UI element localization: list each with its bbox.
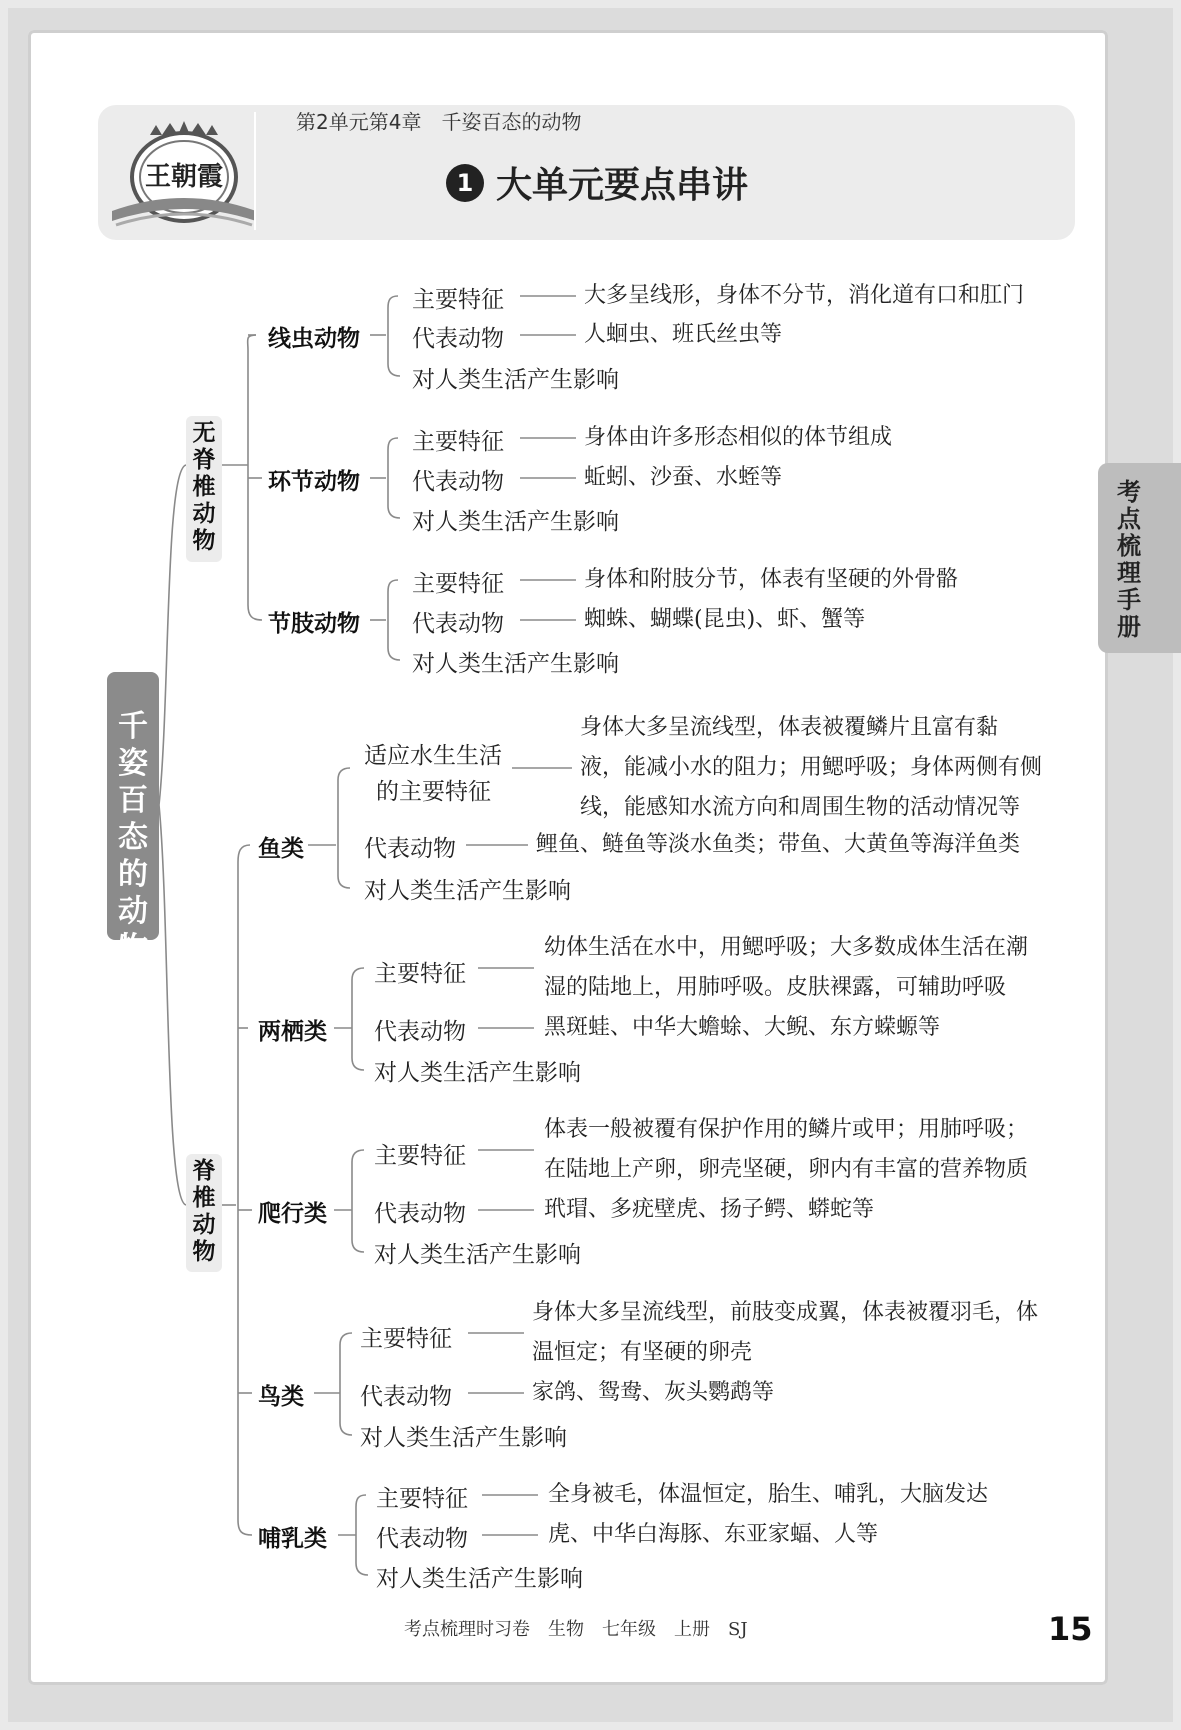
desc-representative: 玳瑁、多疣壁虎、扬子鳄、蟒蛇等 <box>544 1197 875 1222</box>
desc-representative: 人蛔虫、班氏丝虫等 <box>584 322 783 347</box>
section-number-badge: 1 <box>446 164 484 202</box>
svg-text:王朝霞: 王朝霞 <box>144 162 224 192</box>
label-impact: 对人类生活产生影响 <box>376 1566 583 1592</box>
root-topic: 千 姿 百 态 的 动 物 <box>107 672 159 940</box>
desc-feature: 大多呈线形，身体不分节，消化道有口和肛门 <box>584 283 1025 308</box>
label-representative: 代表动物 <box>360 1384 452 1410</box>
label-impact: 对人类生活产生影响 <box>360 1425 567 1451</box>
desc-feature-line2: 在陆地上产卵，卵壳坚硬，卵内有丰富的营养物质 <box>544 1157 1029 1182</box>
side-tab-label: 考 点 梳 理 手 册 <box>1117 478 1141 641</box>
desc-feature: 身体由许多形态相似的体节组成 <box>584 425 893 450</box>
page-title-text: 大单元要点串讲 <box>496 165 749 206</box>
label-feature: 主要特征 <box>412 429 504 455</box>
label-impact: 对人类生活产生影响 <box>374 1242 581 1268</box>
desc-feature-line1: 身体大多呈流线型，体表被覆鳞片且富有黏 <box>580 715 999 740</box>
desc-feature-line2: 液，能减小水的阻力；用鳃呼吸；身体两侧有侧 <box>580 755 1043 780</box>
category-invertebrate: 无 脊 椎 动 物 <box>186 416 222 562</box>
label-representative: 代表动物 <box>374 1019 466 1045</box>
label-representative: 代表动物 <box>374 1201 466 1227</box>
label-feature: 主要特征 <box>412 287 504 313</box>
desc-feature-line3: 线，能感知水流方向和周围生物的活动情况等 <box>580 795 1021 820</box>
label-impact: 对人类生活产生影响 <box>412 509 619 535</box>
group-arthropod: 节肢动物 <box>268 611 360 637</box>
desc-feature-line1: 身体大多呈流线型，前肢变成翼，体表被覆羽毛，体 <box>532 1300 1039 1325</box>
label-impact: 对人类生活产生影响 <box>412 367 619 393</box>
desc-representative: 家鸽、鸳鸯、灰头鹦鹉等 <box>532 1380 775 1405</box>
desc-feature-line1: 幼体生活在水中，用鳃呼吸；大多数成体生活在潮 <box>544 935 1029 960</box>
group-reptile: 爬行类 <box>258 1201 327 1227</box>
group-amphibian: 两栖类 <box>258 1019 327 1045</box>
desc-representative: 鲤鱼、鲢鱼等淡水鱼类；带鱼、大黄鱼等海洋鱼类 <box>536 832 1021 857</box>
desc-representative: 蜘蛛、蝴蝶(昆虫)、虾、蟹等 <box>584 607 866 632</box>
group-fish: 鱼类 <box>258 836 304 862</box>
group-mammal: 哺乳类 <box>258 1526 327 1552</box>
desc-feature: 身体和附肢分节，体表有坚硬的外骨骼 <box>584 567 959 592</box>
page-number: 15 <box>1048 1610 1093 1648</box>
label-representative: 代表动物 <box>412 326 504 352</box>
label-representative: 代表动物 <box>364 836 456 862</box>
desc-feature-line1: 体表一般被覆有保护作用的鳞片或甲；用肺呼吸； <box>544 1117 1029 1142</box>
label-representative: 代表动物 <box>412 469 504 495</box>
label-fish-feature-line1: 适应水生生活 <box>364 743 502 769</box>
desc-feature: 全身被毛，体温恒定，胎生、哺乳，大脑发达 <box>548 1482 989 1507</box>
desc-feature-line2: 温恒定；有坚硬的卵壳 <box>532 1340 753 1365</box>
group-annelid: 环节动物 <box>268 469 360 495</box>
label-feature: 主要特征 <box>360 1326 452 1352</box>
label-representative: 代表动物 <box>412 611 504 637</box>
category-vertebrate: 脊 椎 动 物 <box>186 1154 222 1272</box>
group-nematode: 线虫动物 <box>268 326 360 352</box>
label-feature: 主要特征 <box>374 961 466 987</box>
chapter-breadcrumb: 第2单元第4章 千姿百态的动物 <box>296 110 582 134</box>
label-feature: 主要特征 <box>374 1143 466 1169</box>
label-impact: 对人类生活产生影响 <box>374 1060 581 1086</box>
label-fish-feature-line2: 的主要特征 <box>376 779 491 805</box>
label-representative: 代表动物 <box>376 1526 468 1552</box>
desc-representative: 黑斑蛙、中华大蟾蜍、大鲵、东方蝾螈等 <box>544 1015 941 1040</box>
desc-representative: 蚯蚓、沙蚕、水蛭等 <box>584 465 783 490</box>
group-bird: 鸟类 <box>258 1384 304 1410</box>
desc-representative: 虎、中华白海豚、东亚家蝠、人等 <box>548 1522 879 1547</box>
label-feature: 主要特征 <box>376 1486 468 1512</box>
label-impact: 对人类生活产生影响 <box>412 651 619 677</box>
label-feature: 主要特征 <box>412 571 504 597</box>
label-impact: 对人类生活产生影响 <box>364 878 571 904</box>
desc-feature-line2: 湿的陆地上，用肺呼吸。皮肤裸露，可辅助呼吸 <box>544 975 1007 1000</box>
footer-book-info: 考点梳理时习卷 生物 七年级 上册 SJ <box>404 1619 748 1640</box>
